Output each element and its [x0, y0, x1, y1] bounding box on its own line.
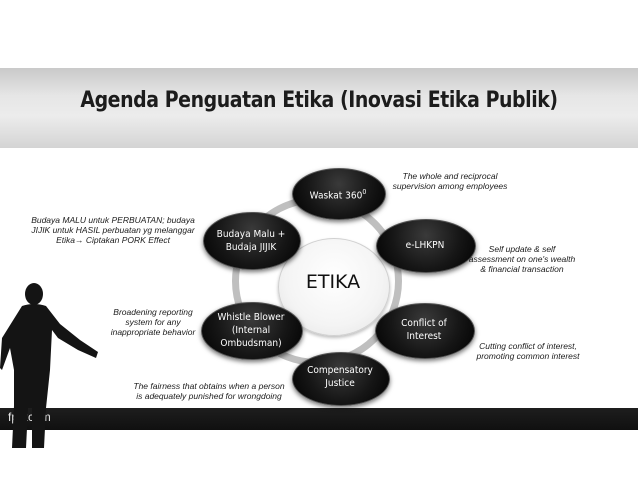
- node-compensatory-label: [297, 364, 383, 390]
- node-budaya-malu-label: [208, 228, 294, 254]
- annotation-budaya-line2: JIJIK untuk HASIL perbuatan yg melanggar: [31, 225, 195, 235]
- annotation-cutting-line1: Cutting conflict of interest,: [479, 341, 577, 351]
- node-waskat-superscript: 0: [362, 188, 367, 196]
- annotation-budaya-line3-pre: Etika: [56, 235, 75, 245]
- node-conflict-label: [380, 317, 468, 343]
- node-whistle-blower-label: [206, 311, 296, 350]
- node-conflict-line2: Interest: [406, 331, 442, 342]
- annotation-cutting-conflict: [460, 341, 596, 361]
- annotation-broadening-line1: Broadening reporting: [113, 307, 193, 317]
- annotation-cutting-line2: promoting common interest: [476, 351, 580, 361]
- annotation-fairness-line1: The fairness that obtains when a person: [133, 381, 285, 391]
- annotation-supervision: [380, 171, 520, 191]
- right-arrow-icon: →: [74, 235, 84, 245]
- footer-brand: fpptcom: [8, 410, 51, 424]
- annotation-supervision-line1: The whole and reciprocal: [402, 171, 498, 181]
- node-budaya-line2: Budaja JIJIK: [225, 242, 277, 253]
- node-budaya-line1: Budaya Malu +: [216, 229, 286, 240]
- node-waskat-label: [297, 186, 380, 202]
- node-whistle-line2: (Internal: [231, 325, 271, 336]
- annotation-selfupdate-line3: & financial transaction: [480, 264, 564, 274]
- man-silhouette-icon: [0, 278, 100, 448]
- annotation-fairness-line2: is adequately punished for wrongdoing: [136, 391, 282, 401]
- node-elhkpn-label: e-LHKPN: [405, 240, 445, 251]
- annotation-budaya-line3-post: Ciptakan PORK Effect: [85, 235, 170, 245]
- node-compensatory-line2: Justice: [325, 378, 355, 389]
- node-whistle-line1: Whistle Blower: [217, 312, 285, 323]
- annotation-budaya: [18, 215, 208, 245]
- annotation-budaya-line3: [18, 235, 208, 245]
- center-label: ETIKA: [305, 271, 361, 293]
- annotation-broadening-line3: inappropriate behavior: [110, 327, 196, 337]
- page-title: Agenda Penguatan Etika (Inovasi Etika Publik): [80, 88, 558, 113]
- annotation-budaya-line1: Budaya MALU untuk PERBUATAN; budaya: [31, 215, 195, 225]
- annotation-supervision-line2: supervision among employees: [392, 181, 508, 191]
- annotation-fairness: [120, 381, 298, 401]
- annotation-selfupdate-line2: assessment on one's wealth: [468, 254, 576, 264]
- node-compensatory-line1: Compensatory: [307, 365, 373, 376]
- annotation-broadening-line2: system for any: [125, 317, 181, 327]
- node-whistle-line3: Ombudsman): [220, 338, 282, 349]
- annotation-broadening: [100, 307, 206, 337]
- node-conflict-line1: Conflict of: [401, 318, 447, 329]
- annotation-selfupdate-line1: Self update & self: [488, 244, 556, 254]
- node-waskat-text: Waskat 360: [309, 190, 363, 202]
- annotation-self-update: [452, 244, 592, 274]
